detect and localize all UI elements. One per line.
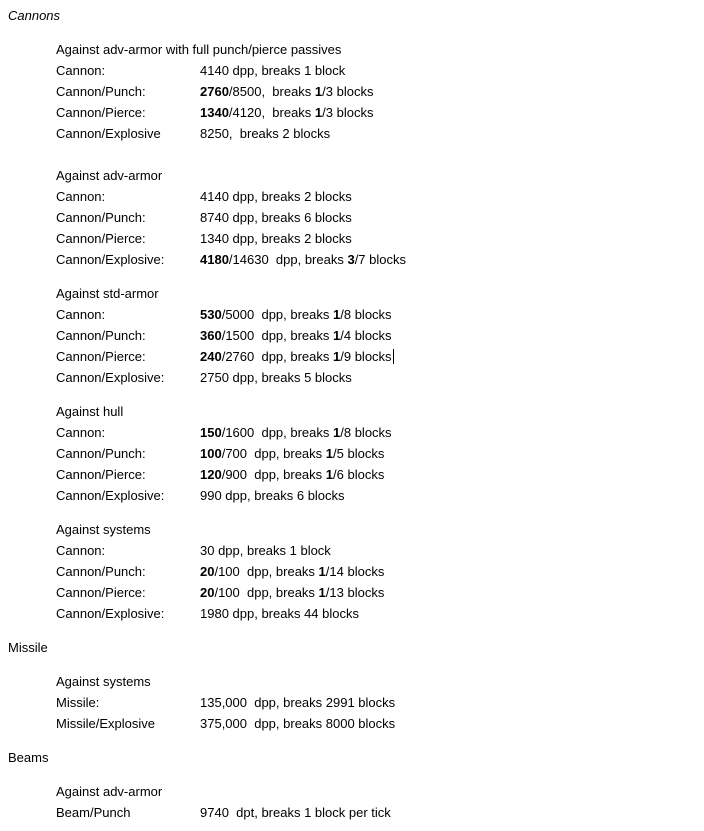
row-label: Cannon: xyxy=(56,63,106,78)
row-label: Missile: xyxy=(56,695,100,710)
text-cursor xyxy=(393,349,394,364)
row-label: Cannon/Punch: xyxy=(56,446,146,461)
row-value: 240/2760 dpp, breaks 1/9 blocks xyxy=(200,349,392,364)
group-heading: Against adv-armor xyxy=(56,168,163,183)
row-value: 8740 dpp, breaks 6 blocks xyxy=(200,210,352,225)
row-value: 1340 dpp, breaks 2 blocks xyxy=(200,231,352,246)
row-value: 4140 dpp, breaks 2 blocks xyxy=(200,189,352,204)
row-label: Cannon/Pierce: xyxy=(56,105,146,120)
row-label: Cannon/Punch: xyxy=(56,210,146,225)
row-label: Cannon: xyxy=(56,543,106,558)
row-value: 990 dpp, breaks 6 blocks xyxy=(200,488,345,503)
group-heading: Against systems xyxy=(56,674,151,689)
row-label: Cannon/Explosive: xyxy=(56,488,165,503)
section-title-cannons: Cannons xyxy=(8,8,61,23)
group-heading: Against std-armor xyxy=(56,286,159,301)
row-label: Cannon: xyxy=(56,425,106,440)
row-label: Cannon: xyxy=(56,189,106,204)
row-value: 4180/14630 dpp, breaks 3/7 blocks xyxy=(200,252,406,267)
row-label: Cannon/Explosive xyxy=(56,126,161,141)
section-title-missile: Missile xyxy=(8,640,48,655)
group-heading: Against adv-armor xyxy=(56,784,163,799)
row-value: 530/5000 dpp, breaks 1/8 blocks xyxy=(200,307,392,322)
row-value: 1340/4120, breaks 1/3 blocks xyxy=(200,105,374,120)
row-value: 8250, breaks 2 blocks xyxy=(200,126,331,141)
row-value: 2750 dpp, breaks 5 blocks xyxy=(200,370,352,385)
row-label: Cannon: xyxy=(56,307,106,322)
row-label: Cannon/Explosive: xyxy=(56,252,165,267)
row-value: 2760/8500, breaks 1/3 blocks xyxy=(200,84,374,99)
row-value: 135,000 dpp, breaks 2991 blocks xyxy=(200,695,396,710)
row-label: Cannon/Punch: xyxy=(56,84,146,99)
row-label: Cannon/Punch: xyxy=(56,328,146,343)
group-heading: Against adv-armor with full punch/pierce passives xyxy=(56,42,342,57)
group-heading: Against hull xyxy=(56,404,124,419)
row-label: Cannon/Punch: xyxy=(56,564,146,579)
row-label: Cannon/Pierce: xyxy=(56,231,146,246)
row-value: 100/700 dpp, breaks 1/5 blocks xyxy=(200,446,385,461)
row-value: 4140 dpp, breaks 1 block xyxy=(200,63,346,78)
group-heading: Against systems xyxy=(56,522,151,537)
row-label: Cannon/Pierce: xyxy=(56,585,146,600)
row-label: Cannon/Explosive: xyxy=(56,370,165,385)
section-title-beams: Beams xyxy=(8,750,49,765)
row-value: 9740 dpt, breaks 1 block per tick xyxy=(200,805,391,820)
row-value: 375,000 dpp, breaks 8000 blocks xyxy=(200,716,396,731)
row-label: Cannon/Explosive: xyxy=(56,606,165,621)
row-value: 30 dpp, breaks 1 block xyxy=(200,543,331,558)
row-value: 360/1500 dpp, breaks 1/4 blocks xyxy=(200,328,392,343)
row-value: 20/100 dpp, breaks 1/13 blocks xyxy=(200,585,385,600)
row-value: 20/100 dpp, breaks 1/14 blocks xyxy=(200,564,385,579)
row-value: 120/900 dpp, breaks 1/6 blocks xyxy=(200,467,385,482)
row-label: Missile/Explosive xyxy=(56,716,155,731)
row-value: 150/1600 dpp, breaks 1/8 blocks xyxy=(200,425,392,440)
row-label: Cannon/Pierce: xyxy=(56,349,146,364)
row-label: Cannon/Pierce: xyxy=(56,467,146,482)
row-value: 1980 dpp, breaks 44 blocks xyxy=(200,606,359,621)
row-label: Beam/Punch xyxy=(56,805,131,820)
